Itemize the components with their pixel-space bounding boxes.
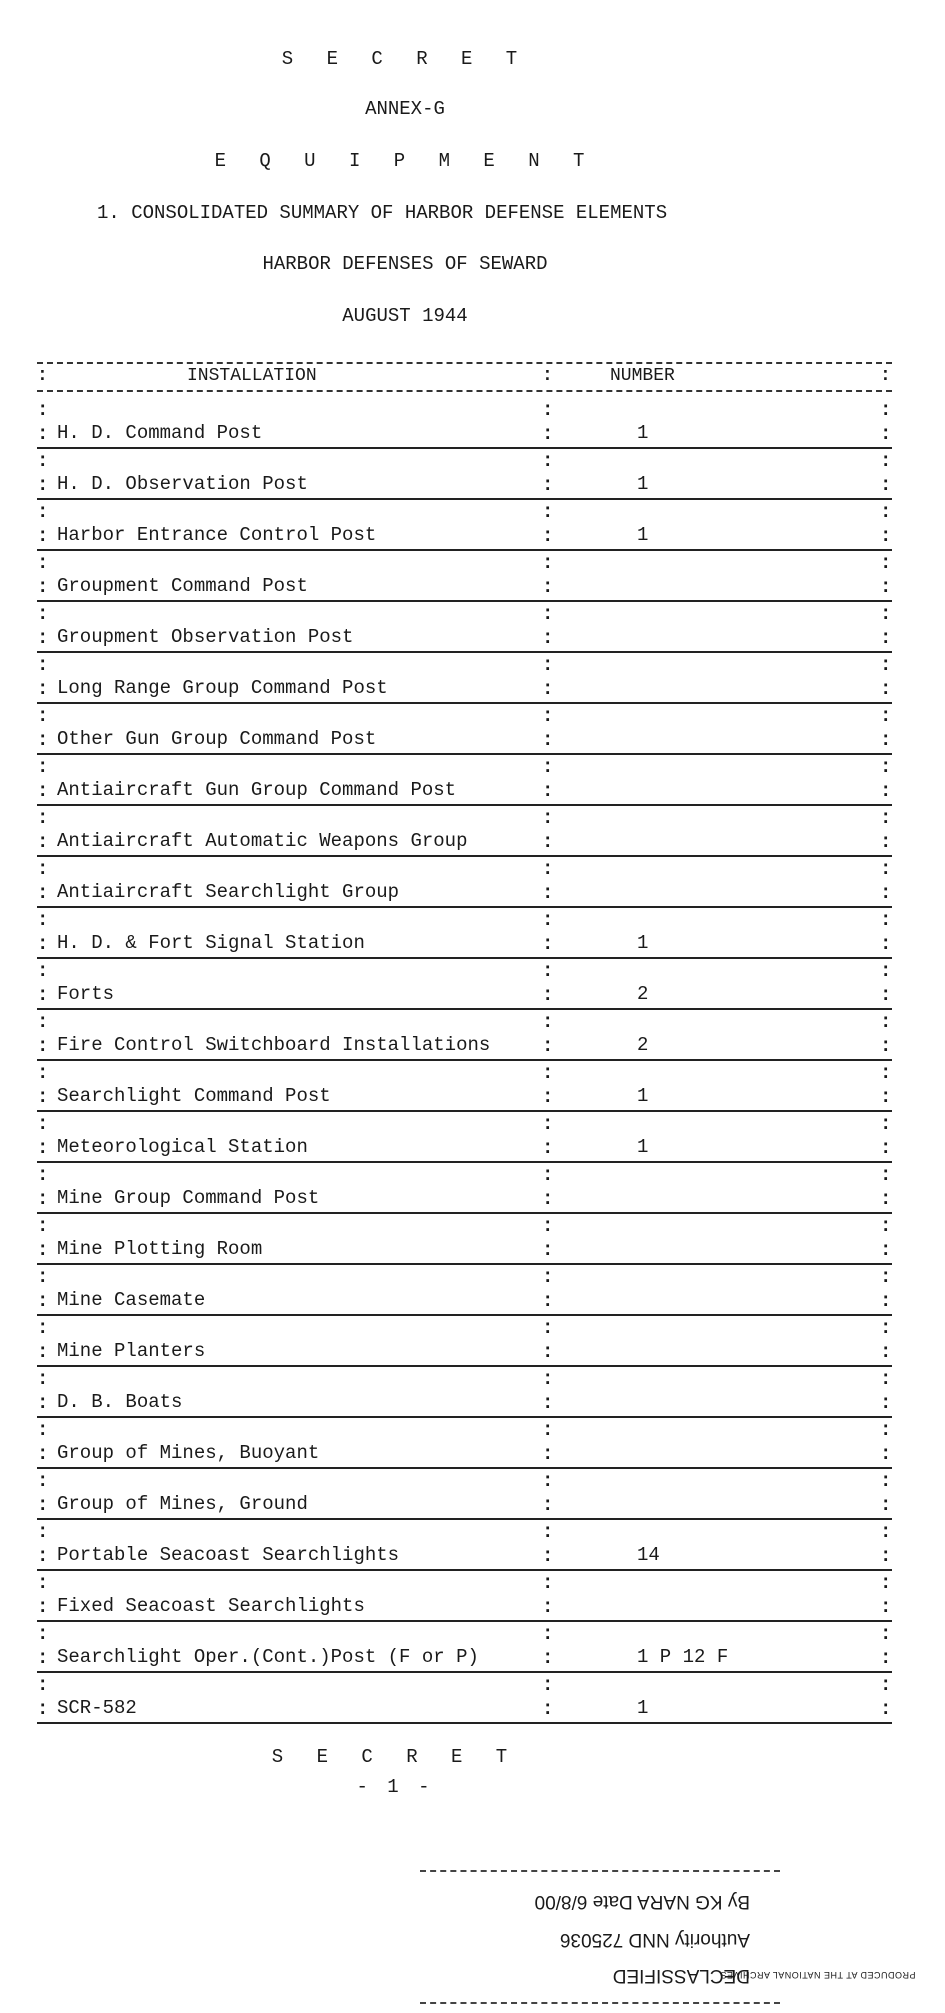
installation-name: Long Range Group Command Post (57, 677, 388, 699)
installation-count: 1 (637, 932, 649, 954)
row-mid-colon: : : (542, 1572, 554, 1618)
row-right-colon: : : (880, 450, 892, 496)
column-header-installation: INSTALLATION (187, 366, 317, 386)
row-mid-colon: : : (542, 1623, 554, 1669)
installation-name: Fire Control Switchboard Installations (57, 1034, 491, 1056)
table-row (37, 753, 897, 804)
table-row (37, 1416, 897, 1467)
page-number: - 1 - (356, 1776, 434, 1798)
row-right-colon: : : (880, 960, 892, 1006)
row-left-colon: : : (37, 450, 49, 496)
row-right-colon: : : (880, 552, 892, 598)
table-row (37, 1569, 897, 1620)
row-right-colon: : : (880, 501, 892, 547)
stamp-declassified: DECLASSIFIED (612, 1965, 750, 1986)
row-left-colon: : : (37, 1419, 49, 1465)
row-rule (37, 1722, 892, 1724)
row-mid-colon: : : (542, 807, 554, 853)
table-row (37, 1263, 897, 1314)
table-row (37, 549, 897, 600)
installation-count: 1 (637, 1136, 649, 1158)
installation-name: H. D. Observation Post (57, 473, 308, 495)
row-right-colon: : : (880, 1572, 892, 1618)
installation-name: Group of Mines, Buoyant (57, 1442, 320, 1464)
row-left-colon: : : (37, 1674, 49, 1720)
installation-count: 1 P 12 F (637, 1646, 729, 1668)
installation-count: 14 (637, 1544, 660, 1566)
row-mid-colon: : : (542, 1470, 554, 1516)
row-mid-colon: : : (542, 1674, 554, 1720)
stamp-by-date: By KG NARA Date 6/8/00 (534, 1891, 750, 1912)
installation-name: H. D. Command Post (57, 422, 263, 444)
table-row (37, 702, 897, 753)
row-right-colon: : : (880, 1062, 892, 1108)
row-mid-colon: : : (542, 654, 554, 700)
row-mid-colon: : : (542, 756, 554, 802)
installation-name: Portable Seacoast Searchlights (57, 1544, 400, 1566)
row-right-colon: : : (880, 858, 892, 904)
row-right-colon: : : (880, 654, 892, 700)
installation-name: Groupment Command Post (57, 575, 308, 597)
installation-name: Groupment Observation Post (57, 626, 354, 648)
row-mid-colon: : : (542, 960, 554, 1006)
installation-name: Meteorological Station (57, 1136, 308, 1158)
row-mid-colon: : : (542, 1521, 554, 1567)
installation-count: 1 (637, 422, 649, 444)
installation-name: H. D. & Fort Signal Station (57, 932, 365, 954)
installation-name: Group of Mines, Ground (57, 1493, 308, 1515)
row-mid-colon: : : (542, 705, 554, 751)
row-left-colon: : : (37, 1164, 49, 1210)
table-row (37, 600, 897, 651)
document-date: AUGUST 1944 (342, 305, 468, 327)
table-row (37, 1059, 897, 1110)
row-right-colon: : : (880, 705, 892, 751)
row-left-colon: : : (37, 858, 49, 904)
row-mid-colon: : : (542, 909, 554, 955)
installation-name: Antiaircraft Searchlight Group (57, 881, 400, 903)
row-mid-colon: : : (542, 1266, 554, 1312)
table-row (37, 1212, 897, 1263)
row-right-colon: : : (880, 807, 892, 853)
row-left-colon: : : (37, 552, 49, 598)
table-row (37, 447, 897, 498)
row-mid-colon: : : (542, 501, 554, 547)
row-right-colon: : : (880, 1470, 892, 1516)
installation-name: Mine Casemate (57, 1289, 206, 1311)
installation-count: 1 (637, 524, 649, 546)
row-left-colon: : : (37, 1317, 49, 1363)
table-row (37, 498, 897, 549)
annex-label: ANNEX-G (365, 98, 445, 120)
row-left-colon: : : (37, 756, 49, 802)
installation-name: Fixed Seacoast Searchlights (57, 1595, 365, 1617)
table-row (37, 855, 897, 906)
table-row (37, 1620, 897, 1671)
row-left-colon: : : (37, 1470, 49, 1516)
installation-count: 2 (637, 983, 649, 1005)
installation-name: Forts (57, 983, 115, 1005)
row-left-colon: : : (37, 807, 49, 853)
row-mid-colon: : : (542, 1113, 554, 1159)
row-right-colon: : : (880, 1215, 892, 1261)
row-left-colon: : : (37, 960, 49, 1006)
table-row (37, 804, 897, 855)
row-mid-colon: : : (542, 858, 554, 904)
table-row (37, 651, 897, 702)
installation-count: 2 (637, 1034, 649, 1056)
classification-bottom: S E C R E T (271, 1746, 519, 1768)
row-left-colon: : : (37, 1062, 49, 1108)
row-left-colon: : : (37, 705, 49, 751)
table-row (37, 957, 897, 1008)
stamp-authority: Authority NND 725036 (559, 1929, 750, 1950)
row-right-colon: : : (880, 399, 892, 445)
archives-notice: PRODUCED AT THE NATIONAL ARCHIVES (720, 1970, 916, 1980)
row-left-colon: : : (37, 1113, 49, 1159)
installation-name: Mine Planters (57, 1340, 206, 1362)
row-right-colon: : : (880, 1317, 892, 1363)
row-left-colon: : : (37, 1368, 49, 1414)
installation-name: Mine Group Command Post (57, 1187, 320, 1209)
row-left-colon: : : (37, 1266, 49, 1312)
row-mid-colon: : : (542, 1215, 554, 1261)
row-left-colon: : : (37, 1572, 49, 1618)
row-right-colon: : : (880, 1674, 892, 1720)
installation-name: Antiaircraft Automatic Weapons Group (57, 830, 468, 852)
row-mid-colon: : : (542, 1317, 554, 1363)
row-left-colon: : : (37, 1521, 49, 1567)
table-row (37, 1314, 897, 1365)
row-right-colon: : : (880, 1164, 892, 1210)
table-row (37, 1467, 897, 1518)
row-left-colon: : : (37, 1011, 49, 1057)
table-row (37, 906, 897, 957)
section-title: E Q U I P M E N T (214, 150, 596, 172)
installation-name: Searchlight Command Post (57, 1085, 331, 1107)
declassification-stamp (420, 1870, 780, 2010)
table-row (37, 1110, 897, 1161)
row-mid-colon: : : (542, 552, 554, 598)
row-left-colon: : : (37, 654, 49, 700)
installation-name: SCR-582 (57, 1697, 137, 1719)
installation-count: 1 (637, 1085, 649, 1107)
installation-name: Mine Plotting Room (57, 1238, 263, 1260)
installation-name: D. B. Boats (57, 1391, 183, 1413)
row-right-colon: : : (880, 1266, 892, 1312)
table-row (37, 1161, 897, 1212)
row-left-colon: : : (37, 1215, 49, 1261)
installation-name: Searchlight Oper.(Cont.)Post (F or P) (57, 1646, 479, 1668)
row-left-colon: : : (37, 399, 49, 445)
table-row (37, 396, 897, 447)
row-mid-colon: : : (542, 399, 554, 445)
row-left-colon: : : (37, 501, 49, 547)
row-mid-colon: : : (542, 1419, 554, 1465)
row-right-colon: : : (880, 1011, 892, 1057)
row-mid-colon: : : (542, 1164, 554, 1210)
row-mid-colon: : : (542, 450, 554, 496)
document-subtitle: HARBOR DEFENSES OF SEWARD (262, 253, 548, 275)
installation-count: 1 (637, 473, 649, 495)
table-row (37, 1671, 897, 1722)
row-left-colon: : : (37, 603, 49, 649)
row-mid-colon: : : (542, 1062, 554, 1108)
table-top-rule (37, 362, 892, 364)
table-row (37, 1365, 897, 1416)
table-header-rule (37, 390, 892, 392)
installation-name: Antiaircraft Gun Group Command Post (57, 779, 457, 801)
row-left-colon: : : (37, 909, 49, 955)
document-title: 1. CONSOLIDATED SUMMARY OF HARBOR DEFENSE ELEMENTS (97, 202, 668, 224)
row-right-colon: : : (880, 603, 892, 649)
row-mid-colon: : : (542, 1011, 554, 1057)
table-row (37, 1518, 897, 1569)
row-right-colon: : : (880, 756, 892, 802)
row-right-colon: : : (880, 1623, 892, 1669)
row-right-colon: : : (880, 1419, 892, 1465)
row-mid-colon: : : (542, 1368, 554, 1414)
row-left-colon: : : (37, 1623, 49, 1669)
row-right-colon: : : (880, 909, 892, 955)
row-right-colon: : : (880, 1368, 892, 1414)
installation-count: 1 (637, 1697, 649, 1719)
table-row (37, 1008, 897, 1059)
column-header-number: NUMBER (610, 366, 675, 386)
classification-top: S E C R E T (281, 48, 529, 70)
row-right-colon: : : (880, 1113, 892, 1159)
row-right-colon: : : (880, 1521, 892, 1567)
installation-name: Harbor Entrance Control Post (57, 524, 377, 546)
row-mid-colon: : : (542, 603, 554, 649)
installation-name: Other Gun Group Command Post (57, 728, 377, 750)
